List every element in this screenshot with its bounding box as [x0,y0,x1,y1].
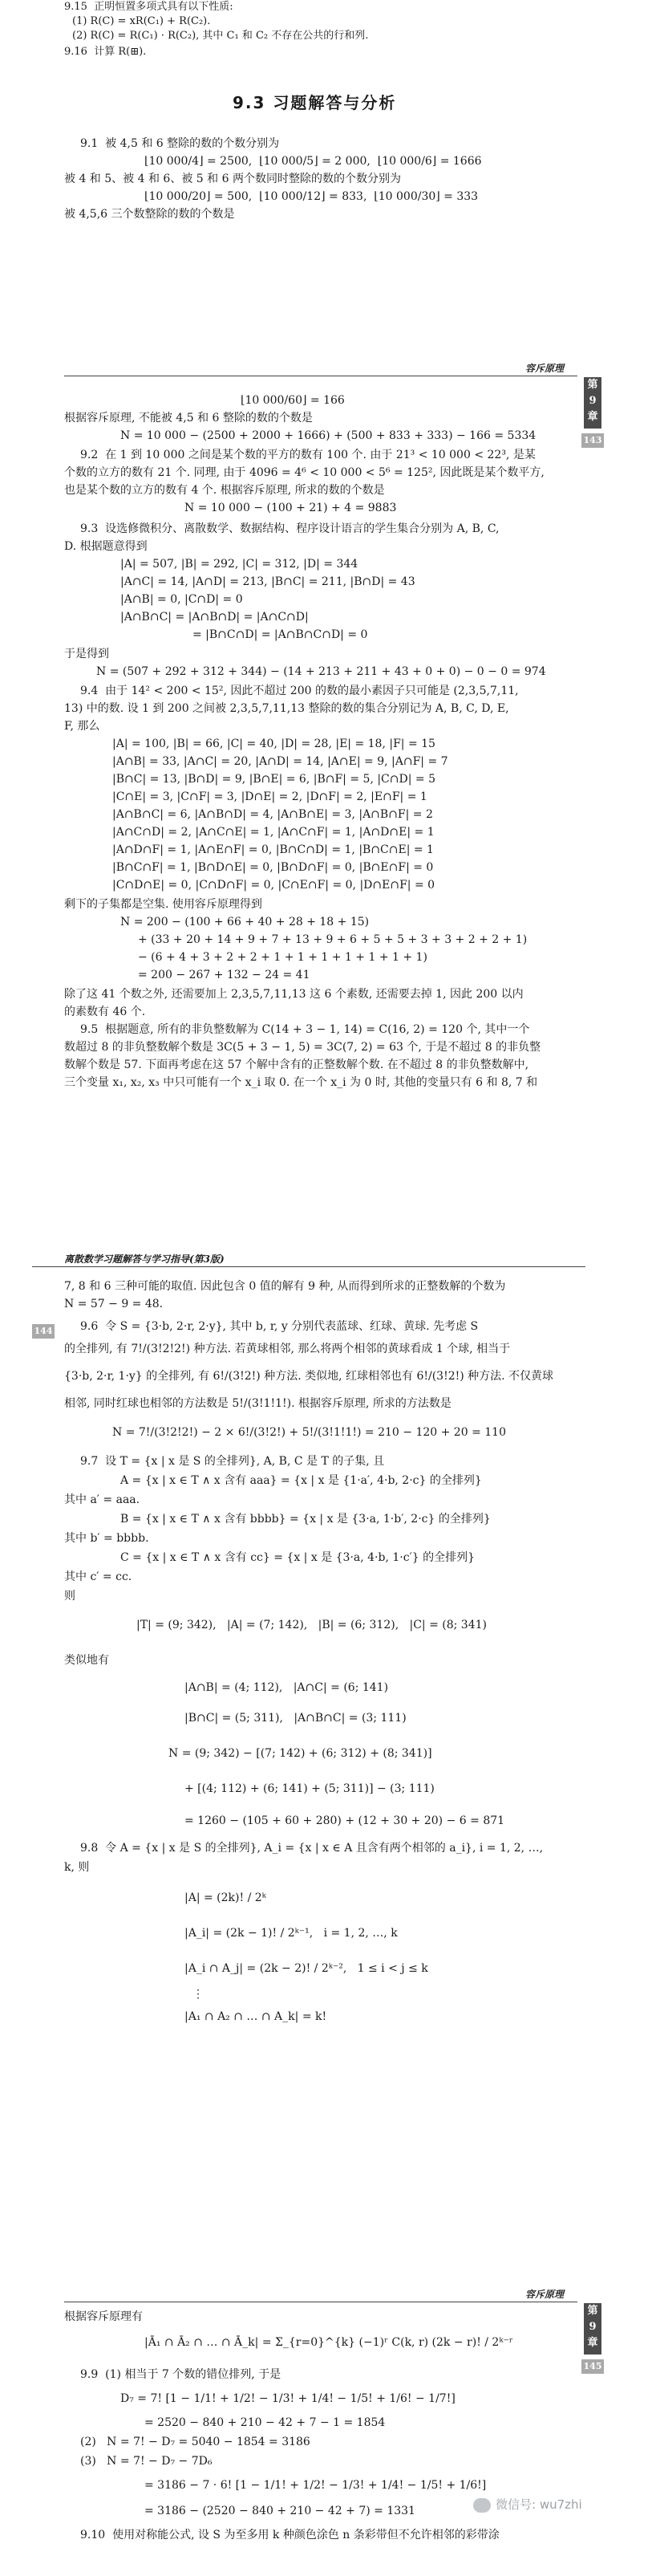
formula-line: |A∩B| = 0, |C∩D| = 0 [120,593,243,606]
text-line: 9.6 令 S = {3·b, 2·r, 2·y}, 其中 b, r, y 分别代表蓝球、红球、黄球. 先考虑 S [80,1320,479,1333]
text-line: 9.8 令 A = {x | x 是 S 的全排列}, A_i = {x | x ∈ A 且含有两个相邻的 a_i}, i = 1, 2, …, [80,1842,544,1855]
formula-line: |B∩C| = (5; 311), |A∩B∩C| = (3; 111) [184,1712,407,1725]
text-line: 9.7 设 T = {x | x 是 S 的全排列}, A, B, C 是 T 的子集, 且 [80,1455,385,1468]
formula-line: ⋮ [192,1988,204,2001]
formula-line: |A| = 507, |B| = 292, |C| = 312, |D| = 344 [120,558,358,571]
formula-line: C = {x | x ∈ T ∧ x 含有 cc} = {x | x 是 {3·a, 4·b, 1·c′} 的全排列} [120,1551,476,1564]
exercise-line: (2) R(C) = R(C₁) · R(C₂), 其中 C₁ 和 C₂ 不存在公共的行和列. [72,30,369,42]
text-line: {3·b, 2·r, 1·y} 的全排列, 有 6!/(3!2!) 种方法. 类似地, 红球相邻也有 6!/(3!2!) 种方法. 不仅黄球 [64,1370,554,1383]
formula-line: = 3186 − (2520 − 840 + 210 − 42 + 7) = 1331 [144,2505,415,2517]
formula-line: B = {x | x ∈ T ∧ x 含有 bbbb} = {x | x 是 {3·a, 1·b′, 2·c} 的全排列} [120,1513,491,1526]
text-line: 则 [64,1590,75,1603]
watermark: 微信号: wu7zhi [473,2496,582,2513]
formula-line: N = (507 + 292 + 312 + 344) − (14 + 213 + 211 + 43 + 0 + 0) − 0 − 0 = 974 [96,665,546,678]
page-144 [0,1252,652,2199]
text-line: k, 则 [64,1861,90,1874]
page-number: 143 [581,433,604,448]
formula-line: D₇ = 7! [1 − 1/1! + 1/2! − 1/3! + 1/4! − 1/5! + 1/6! − 1/7!] [120,2392,456,2405]
text-line: 其中 a′ = aaa. [64,1493,140,1506]
text-line: 的素数有 46 个. [64,1006,146,1018]
formula-line: |A∩B| = (4; 112), |A∩C| = (6; 141) [184,1681,389,1694]
exercise-line: 9.15 正明恒置多项式具有以下性质: [64,1,233,13]
text-line: 三个变量 x₁, x₂, x₃ 中只可能有一个 x_i 取 0. 在一个 x_i 为 0 时, 其他的变量只有 6 和 8, 7 和 [64,1076,538,1089]
formula-line: A = {x | x ∈ T ∧ x 含有 aaa} = {x | x 是 {1·a′, 4·b, 2·c} 的全排列} [120,1474,482,1487]
text-line: 其中 c′ = cc. [64,1570,132,1583]
text-line: 剩下的子集都是空集. 使用容斥原理得到 [64,898,262,911]
page-143-tail [0,1022,652,1119]
text-line: 9.10 使用对称能公式, 设 S 为至多用 k 种颜色涂色 n 条彩带但不允许相邻的彩带涂 [80,2529,500,2541]
text-line: 9.3 设选修微积分、离散数学、数据结构、程序设计语言的学生集合分别为 A, B, C, [80,522,500,535]
formula-line: |A₁ ∩ A₂ ∩ … ∩ A_k| = k! [184,2010,327,2023]
text-line: 除了这 41 个数之外, 还需要加上 2,3,5,7,11,13 这 6 个素数, 还需要去掉 1, 因此 200 以内 [64,988,524,1001]
formula-line: |A| = 100, |B| = 66, |C| = 40, |D| = 28, |E| = 18, |F| = 15 [112,737,435,750]
text-line: 9.5 根据题意, 所有的非负整数解为 C(14 + 3 − 1, 14) = C(16, 2) = 120 个, 其中一个 [80,1023,530,1036]
formula-line: − (6 + 4 + 3 + 2 + 2 + 1 + 1 + 1 + 1 + 1 + 1 + 1) [138,951,427,964]
text-line: 9.2 在 1 到 10 000 之间是某个数的平方的数有 100 个. 由于 21³ < 10 000 < 22³, 是某 [80,449,536,461]
text-line: 数解个数是 57. 下面再考虑在这 57 个解中含有的正整数解个数. 在不超过 8 的非负整数解中, [64,1058,529,1071]
formula-line: ⌊10 000/60⌋ = 166 [241,394,345,407]
text-line: 9.9 (1) 相当于 7 个数的错位排列, 于是 [80,2368,281,2381]
formula-line: N = (9; 342) − [(7; 142) + (6; 312) + (8; 341)] [168,1747,432,1760]
text-line: 13) 中的数. 设 1 到 200 之间被 2,3,5,7,11,13 整除的数的集合分别记为 A, B, C, D, E, [64,702,509,715]
text-line: 其中 b′ = bbbb. [64,1532,149,1545]
text-line: 9.4 由于 14² < 200 < 15², 因此不超过 200 的数的最小素因子只可能是 (2,3,5,7,11, [80,685,519,697]
text-line: 被 4 和 5、被 4 和 6、被 5 和 6 两个数同时整除的数的个数分别为 [64,173,401,185]
formula-line: (3) N = 7! − D₇ − 7D₆ [80,2455,213,2468]
formula-line: |T| = (9; 342), |A| = (7; 142), |B| = (6; 312), |C| = (8; 341) [136,1619,487,1631]
text-line: 相邻, 同时红球也相邻的方法数是 5!/(3!1!1!). 根据容斥原理, 所求的方法数是 [64,1397,452,1410]
text-line: D. 根据题意得到 [64,540,148,553]
chapter-tab: 第 9 章 [584,377,601,429]
formula-line: + [(4; 112) + (6; 141) + (5; 311)] − (3; 111) [184,1782,435,1795]
formula-line: N = 7!/(3!2!2!) − 2 × 6!/(3!2!) + 5!/(3!1!1!) = 210 − 120 + 20 = 110 [112,1426,506,1439]
formula-line: |A∩C| = 14, |A∩D| = 213, |B∩C| = 211, |B∩D| = 43 [120,575,415,588]
exercise-line: 9.16 计算 R(⊞). [64,46,147,58]
text-line: 个数的立方的数有 21 个. 同理, 由于 4096 = 4⁶ < 10 000 < 5⁶ = 125², 因此既是某个数平方, [64,466,545,479]
formula-line: ⌊10 000/4⌋ = 2500, ⌊10 000/5⌋ = 2 000, ⌊10 000/6⌋ = 1666 [144,155,482,168]
formula-line: + (33 + 20 + 14 + 9 + 7 + 13 + 9 + 6 + 5 + 5 + 3 + 3 + 2 + 2 + 1) [138,933,528,946]
text-line: N = 57 − 9 = 48. [64,1298,164,1310]
formula-line: = 200 − 267 + 132 − 24 = 41 [138,969,310,981]
formula-line: |B∩C| = 13, |B∩D| = 9, |B∩E| = 6, |B∩F| = 5, |C∩D| = 5 [112,773,435,786]
text-line: 9.1 被 4,5 和 6 整除的数的个数分别为 [80,137,280,150]
formula-line: = |B∩C∩D| = |A∩B∩C∩D| = 0 [192,628,368,641]
formula-line: |A_i ∩ A_j| = (2k − 2)! / 2ᵏ⁻², 1 ≤ i < j ≤ k [184,1962,428,1975]
wechat-icon [473,2498,491,2513]
page-143-cont [0,737,652,1042]
formula-line: |Ā₁ ∩ Ā₂ ∩ … ∩ Ā_k| = Σ_{r=0}^{k} (−1)ʳ C(k, r) (2k − r)! / 2ᵏ⁻ʳ [144,2336,513,2349]
text-line: 根据容斥原理, 不能被 4,5 和 6 整除的数的个数是 [64,412,313,425]
page-number: 145 [581,2359,604,2374]
text-line: 类似地有 [64,1654,109,1667]
text-line: 也是某个数的立方的数有 4 个. 根据容斥原理, 所求的数的个数是 [64,484,385,497]
text-line: 被 4,5,6 三个数整除的数的个数是 [64,208,235,221]
text-line: 的全排列, 有 7!/(3!2!2!) 种方法. 若黄球相邻, 那么将两个相邻的黄球看成 1 个球, 相当于 [64,1343,511,1355]
page-145 [0,2287,652,2576]
formula-line: |B∩C∩F| = 1, |B∩D∩E| = 0, |B∩D∩F| = 0, |B∩E∩F| = 0 [112,861,434,874]
text-line: 根据容斥原理有 [64,2310,143,2323]
formula-line: |A∩D∩F| = 1, |A∩E∩F| = 0, |B∩C∩D| = 1, |B∩C∩E| = 1 [112,843,434,856]
header-rule [32,1266,585,1267]
running-header-right: 容斥原理 [525,363,565,374]
running-header-left: 离散数学习题解答与学习指导(第3版) [64,1253,225,1265]
text-line: 数超过 8 的非负整数解个数是 3C(5 + 3 − 1, 5) = 3C(7, 2) = 63 个, 于是不超过 8 的非负整 [64,1041,541,1054]
formula-line: = 3186 − 7 · 6! [1 − 1/1! + 1/2! − 1/3! + 1/4! − 1/5! + 1/6!] [144,2479,487,2492]
exercise-line: (1) R(C) = xR(C₁) + R(C₂). [72,15,211,27]
formula-line: |A| = (2k)! / 2ᵏ [184,1891,266,1904]
text-line: 于是得到 [64,648,109,660]
formula-line: |A∩B∩C| = |A∩B∩D| = |A∩C∩D| [120,611,309,624]
running-header-right: 容斥原理 [525,2289,565,2300]
section-title: 9.3 习题解答与分析 [233,93,397,112]
chapter-tab: 第 9 章 [584,2303,601,2355]
formula-line: |A∩B∩C| = 6, |A∩B∩D| = 4, |A∩B∩E| = 3, |A∩B∩F| = 2 [112,808,433,821]
formula-line: |A∩C∩D| = 2, |A∩C∩E| = 1, |A∩C∩F| = 1, |A∩D∩E| = 1 [112,826,435,839]
text-line: F, 那么 [64,720,100,733]
formula-line: N = 10 000 − (100 + 21) + 4 = 9883 [184,502,397,514]
formula-line: |A_i| = (2k − 1)! / 2ᵏ⁻¹, i = 1, 2, …, k [184,1927,398,1940]
formula-line: ⌊10 000/20⌋ = 500, ⌊10 000/12⌋ = 833, ⌊10 000/30⌋ = 333 [144,190,479,203]
formula-line: (2) N = 7! − D₇ = 5040 − 1854 = 3186 [80,2436,310,2448]
formula-line: |C∩E| = 3, |C∩F| = 3, |D∩E| = 2, |D∩F| = 2, |E∩F| = 1 [112,790,427,803]
text-line: 7, 8 和 6 三种可能的取值. 因此包含 0 值的解有 9 种, 从而得到所求的正整数解的个数为 [64,1280,506,1293]
formula-line: N = 10 000 − (2500 + 2000 + 1666) + (500 + 833 + 333) − 166 = 5334 [120,429,537,442]
formula-line: = 1260 − (105 + 60 + 280) + (12 + 30 + 20) − 6 = 871 [184,1814,505,1827]
formula-line: |C∩D∩E| = 0, |C∩D∩F| = 0, |C∩E∩F| = 0, |D∩E∩F| = 0 [112,879,435,892]
page-number: 144 [32,1324,55,1339]
formula-line: N = 200 − (100 + 66 + 40 + 28 + 18 + 15) [120,916,370,928]
formula-line: = 2520 − 840 + 210 − 42 + 7 − 1 = 1854 [144,2416,386,2429]
formula-line: |A∩B| = 33, |A∩C| = 20, |A∩D| = 14, |A∩E| = 9, |A∩F| = 7 [112,755,448,768]
page-143 [0,0,652,746]
